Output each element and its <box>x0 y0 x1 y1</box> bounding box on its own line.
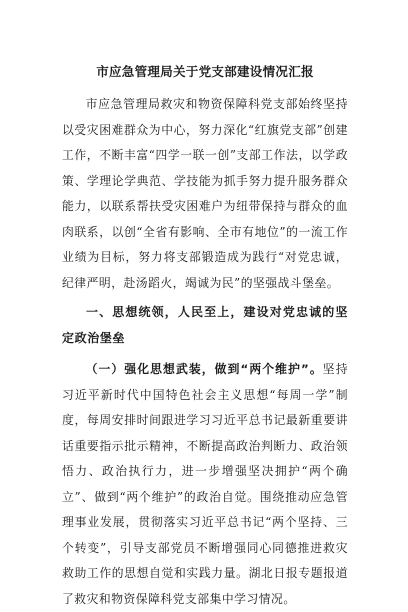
intro-paragraph: 市应急管理局救灾和物资保障科党支部始终坚持以受灾困难群众为中心，努力深化“红旗党支部”创建工作，不断丰富“四学一联一创”支部工作法，以学政策、学理论学典范、学技能为抓手努力提升服务群众能力，以联系帮扶受灾困难户为纽带保持与群众的血肉联系，以创“全省有影响、全市有地位”的一流工作业绩为目标，努力将支部锻造成为践行“对党忠诚，纪律严明，赴汤蹈火，竭诚为民”的坚强战斗堡垒。 <box>62 97 348 290</box>
subsection-heading-1: （一）强化思想武装，做到“两个维护”。 <box>85 362 323 376</box>
document-body <box>62 62 348 612</box>
subsection-body-1: 坚持习近平新时代中国特色社会主义思想“每周一学”制度，每周安排时间跟进学习习近平总书记最新重要讲话重要指示批示精神，不断提高政治判断力、政治领悟力、政治执行力，进一步增强坚决拥护“两个确立”、做到“两个维护”的政治自觉。围绕推动应急管理事业发展，贯彻落实习近平总书记“两个坚持、三个转变”，引导支部党员不断增强同心同德推进救灾救助工作的思想自觉和实践力量。湖北日报专题报道了救灾和物资保障科党支部集中学习情况。 <box>62 362 348 606</box>
document-title: 市应急管理局关于党支部建设情况汇报 <box>96 64 314 79</box>
section-heading-1: 一、思想统领，人民至上，建设对党忠诚的坚定政治堡垒 <box>62 305 348 345</box>
subsection-paragraph-1 <box>62 357 348 612</box>
